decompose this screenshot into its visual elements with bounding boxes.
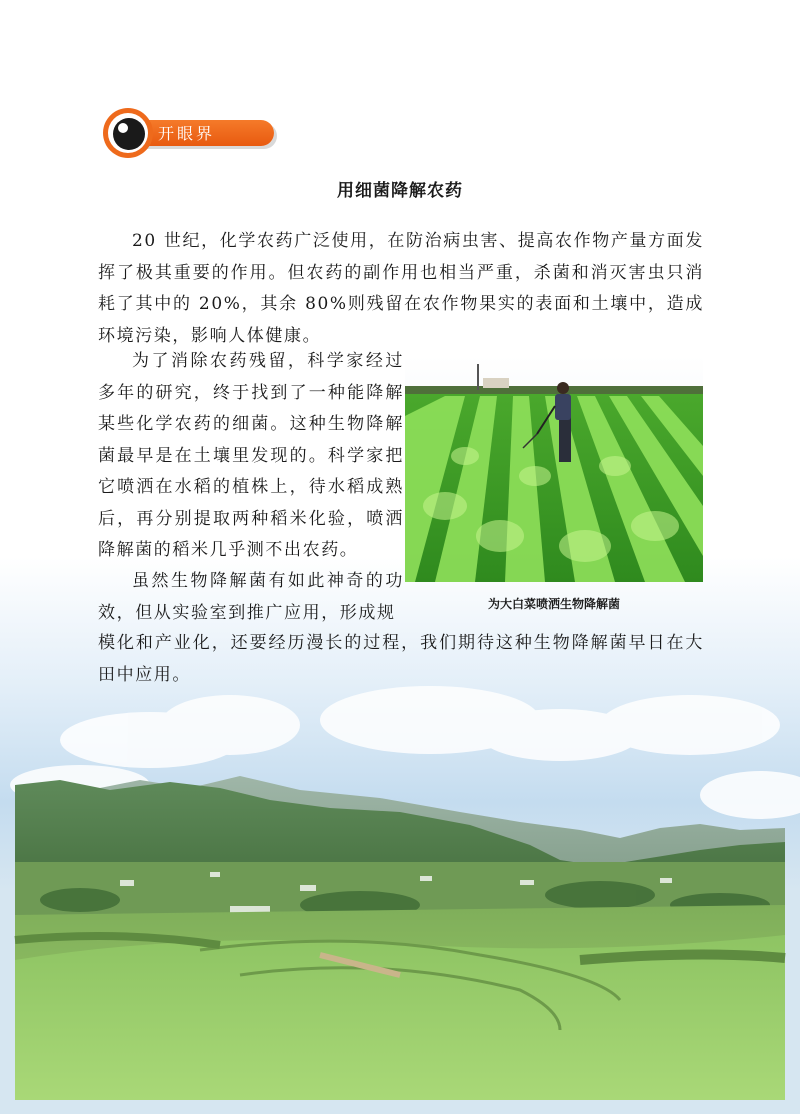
photo-caption: 为大白菜喷洒生物降解菌 (487, 597, 620, 611)
cabbage-field-photo (405, 356, 703, 582)
paragraph-continuation: 模化和产业化，还要经历漫长的过程，我们期待这种生物降解菌早日在大田中应用。 (98, 633, 704, 685)
badge-label: 开眼界 (158, 124, 216, 143)
article-title: 用细菌降解农药 (337, 181, 463, 201)
paragraph: 虽然生物降解菌有如此神奇的功效，但从实验室到推广应用，形成规 (98, 571, 404, 623)
paragraph: 20 世纪，化学农药广泛使用，在防治病虫害、提高农作物产量方面发挥了极其重要的作用。但农药的副作用也相当严重，杀菌和消灭害虫只消耗了其中的 20%，其余 80%则残留在农作物果实的表面和土壤中，造成环境污染，影响人体健康。 (98, 231, 704, 346)
eye-icon (102, 107, 154, 159)
paragraph: 为了消除农药残留，科学家经过多年的研究，终于找到了一种能降解某些化学农药的细菌。这种生物降解菌最早是在土壤里发现的。科学家把它喷洒在水稻的植株上，待水稻成熟后，再分别提取两种稻米化验，喷洒降解菌的稻米几乎测不出农药。 (98, 351, 404, 560)
section-badge (100, 107, 280, 161)
